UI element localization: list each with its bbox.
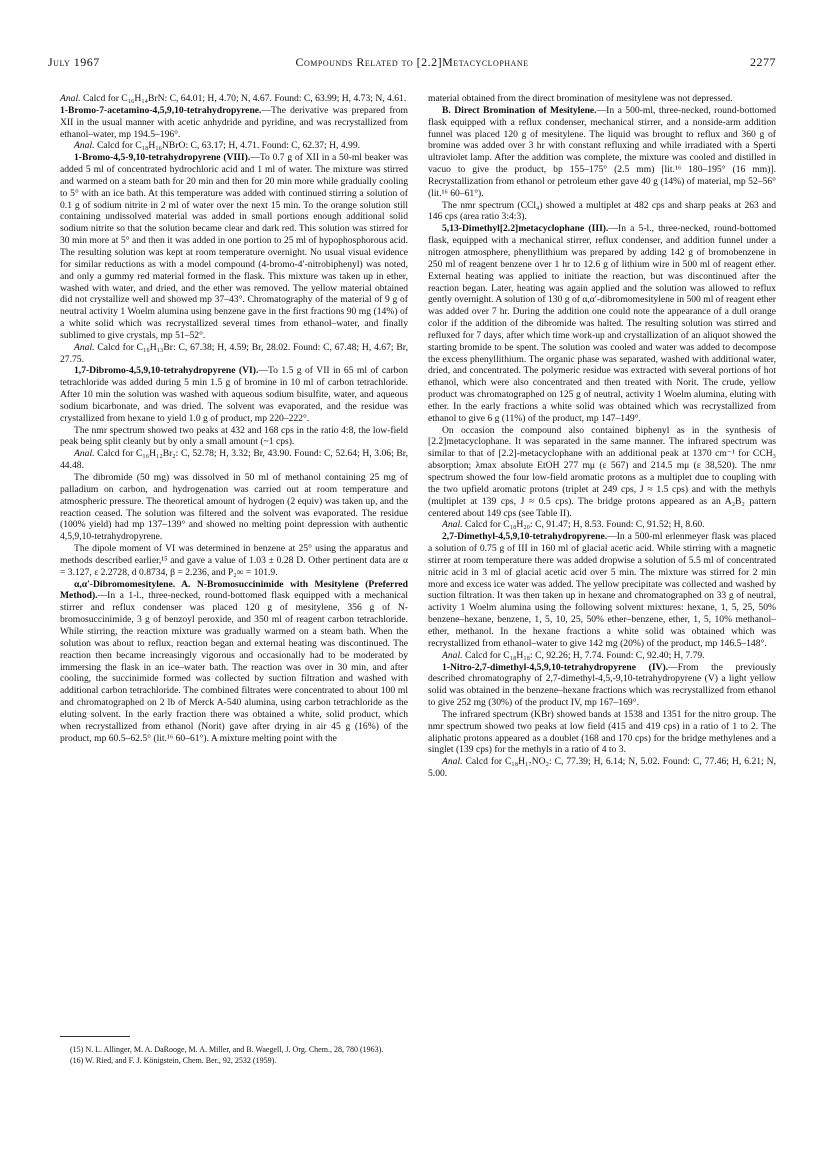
paragraph-text: Calcd for C₁₈H₁₆NBrO: C, 63.17; H, 4.71. Found: C, 62.37; H, 4.99. xyxy=(96,140,361,152)
section-heading: 2,7-Dimethyl-4,5,9,10-tetrahydropyrene. xyxy=(442,531,608,543)
paragraph-text: —In a 5-l., three-necked, round-bottomed flask, equipped with a mechanical stirrer, reflux condenser, and addition funnel under a nitrogen atmosphere, phenyllithium was prepared by adding 142 g of bromobenzene in 250 ml of reagent benzene over 1 hr to 12.6 g of lithium wire in 500 ml of reagent ether. External heating was applied to initiate the reaction, but was discontinued after the reaction began. Later, heating was again applied and the solution was allowed to reflux gently overnight. A solution of 130 g of α,α′-dibromomesitylene in 500 ml of reagent ether was added over 7 hr. During the addition one could note the appearance of a dull orange color if the addition of the dibromide was halted. The resulting solution was stirred and refluxed for 7 days, after which time work-up and crystallization of an aliquot showed the starting bromide to be spent. The solution was cooled and water was added to decompose the excess phenyllithium. The organic phase was separated, washed with additional water, dried, and concentrated. The polymeric residue was extracted with several portions of hot ethanol, which were also concentrated and then treated with Norit. The crude, yellow product was chromatographed on 125 g of neutral, activity 1 Woelm alumina, eluting with ether. In the early fractions a white solid was obtained which was recrystallized from ethanol to give 6 g (11%) of the product, mp 147–149°. xyxy=(428,223,776,424)
analysis-label: Anal. xyxy=(74,140,95,152)
paragraph-text: —In a 500-ml erlenmeyer flask was placed a solution of 0.75 g of III in 160 ml of glacial acetic acid. While stirring with a magnetic stirrer at room temperature there was added dropwise a solution of 5.5 ml of concentrated nitric acid in 3 ml of glacial acetic acid over 5 min. The mixture was stirred for 2 min more and excess ice water was added. The yellow precipitate was collected and washed by suction filtration. It was then taken up in hexane and chromatographed on 33 g of neutral, activity 1 Woelm alumina using the following solvent mixtures: hexane, 1, 5, 25, 50% benzene–hexane, benzene, 1, 5, 10, 25, 50% ether–benzene, ether, 1, 5, 10% methanol–ether, methanol. In the hexane fractions a white solid was obtained which was recrystallized from ethanol–water to give 142 mg (20%) of the product, mp 146.5–148°. xyxy=(428,531,776,649)
left-column xyxy=(60,93,408,744)
section-heading: 1-Bromo-4,5-9,10-tetrahydropyrene (VIII). xyxy=(74,152,251,164)
paragraph xyxy=(60,140,408,152)
paragraph xyxy=(428,223,776,424)
paragraph-text: On occasion the compound also contained biphenyl as in the synthesis of [2.2]metacyclophane. It was separated in the same manner. The infrared spectrum was similar to that of [2.2]-metacyclophane with an additional peak at 1370 cm⁻¹ for CCH₃ absorption; λmax absolute EtOH 277 mμ (ε 567) and 214.5 mμ (ε 38,520). The nmr spectrum showed the four low-field aromatic protons as a multiplet due to coupling with the two upfield aromatic protons (triplet at 249 cps, J ≈ 1.5 cps) and with the methyls (multiplet at 139 cps, J ≈ 0.5 cps). The bridge protons appeared as an A₂B₂ pattern centered about 149 cps (see Table II). xyxy=(428,424,776,519)
paragraph-text: —To 0.7 g of XII in a 50-ml beaker was added 5 ml of concentrated hydrochloric acid and 1 ml of water. The mixture was stirred and warmed on a steam bath for 20 min and then for 20 min more while gradually cooling to 5° with an ice bath. At this temperature was added with continued stirring a solution of 0.1 g of sodium nitrite in 2 ml of water over the next 15 min. To the orange solution still containing undissolved material was added in small portions enough additional solid sodium nitrite so that the solution became clear and dark red. This solution was stirred for 30 min more at 5° and then it was added in one portion to 25 ml of hypophosphorous acid. The resulting solution was kept at room temperature overnight. No usual visual evidence for similar reductions as with a model compound (4-bromo-4′-nitrobiphenyl) was noted, and only a gummy red material formed in the flask. This mixture was taken up in ether, washed with water, and dried, and the ether was removed. The yellow material obtained did not crystallize well and showed mp 37–43°. Chromatography of the material of 9 g of neutral activity 1 Woelm alumina using benzene gave in the first fractions 90 mg (14%) of a white solid which was recrystallized several times from ethanol–water, and finally sublimed to give crystals, mp 51–52°. xyxy=(60,152,408,341)
paragraph-text: Calcd for C₁₈H₁₇NO₂: C, 77.39; H, 6.14; N, 5.02. Found: C, 77.46; H, 6.21; N, 5.00. xyxy=(428,756,776,780)
page-number: 2277 xyxy=(750,55,776,69)
paragraph-text: —In a 1-l., three-necked, round-bottomed flask equipped with a mechanical stirrer and reflux condenser was placed 120 g of mesitylene, 356 g of N-bromosuccinimide, 3 g of benzoyl peroxide, and 350 ml of reagent carbon tetrachloride. While stirring, the reaction mixture was gradually warmed on a steam bath. When the solution was about to reflux, reaction began and external heating was discontinued. The reaction then became increasingly vigorous and occasionally had to be moderated by immersing the flask in an ice–water bath. The reaction was over in 30 min, and after cooling, the succinimide formed was collected by suction filtration and washed with additional carbon tetrachloride. The combined filtrates were concentrated to about 100 ml and chromatographed on 2 lb of Merck A-540 alumina, using carbon tetrachloride as the eluting solvent. In the early fraction there was obtained a white, solid product, which when recrystallized from ethanol (Norit) gave after drying in air 45 g (16%) of the product, mp 60.5–62.5° (lit.¹⁶ 60–61°). A mixture melting point with the xyxy=(60,590,408,744)
analysis-label: Anal. xyxy=(442,649,463,661)
paragraph xyxy=(428,709,776,756)
footnote-rule xyxy=(60,1036,130,1037)
paragraph xyxy=(60,579,408,745)
paragraph-text: Calcd for C₁₆H₁₂Br₂: C, 52.78; H, 3.32; Br, 43.90. Found: C, 52.64; H, 3.06; Br, 44.48. xyxy=(60,448,408,472)
paragraph xyxy=(60,425,408,449)
paragraph xyxy=(428,756,776,780)
header-date: July 1967 xyxy=(48,55,100,69)
analysis-label: Anal. xyxy=(74,341,95,353)
paragraph xyxy=(428,519,776,531)
paragraph xyxy=(60,448,408,472)
paragraph-text: —In a 500-ml, three-necked, round-bottomed flask equipped with a reflux condenser, mechanical stirrer, and a nonside-arm addition funnel was placed 120 g of mesitylene. The liquid was brought to reflux and 360 g of bromine was added over 3 hr with constant refluxing and while irradiated with a Sperti ultraviolet lamp. After the addition was complete, the mixture was cooled and distilled in vacuo to give the product, bp 155–175° (2.5 mm) [lit.¹⁶ 180–195° (16 mm)]. Recrystallization from ethanol or petroleum ether gave 40 g (14%) of material, mp 52–56° (lit.¹⁶ 60–61°). xyxy=(428,104,776,199)
paragraph xyxy=(60,543,408,579)
analysis-label: Anal. xyxy=(60,93,81,104)
paragraph-text: —The derivative was prepared from XII in the usual manner with acetic anhydride and pyridine, and was recrystallized from ethanol–water, mp 194.5–196°. xyxy=(60,104,408,140)
paragraph xyxy=(428,105,776,200)
header-title: Compounds Related to [2.2]Metacyclophane xyxy=(295,55,529,69)
analysis-label: Anal. xyxy=(442,519,463,531)
paragraph xyxy=(60,93,408,105)
paragraph-text: Calcd for C₁₆H₁₄BrN: C, 64.01; H, 4.70; N, 4.67. Found: C, 63.99; H, 4.73; N, 4.61. xyxy=(82,93,407,104)
paragraph xyxy=(428,650,776,662)
paragraph-text: —To 1.5 g of VII in 65 ml of carbon tetrachloride was added during 5 min 1.5 g of bromine in 10 ml of carbon tetrachloride. After 10 min the solution was washed with aqueous sodium bisulfite, water, and aqueous sodium bicarbonate, and was dried. The solvent was evaporated, and the residue was crystallized from hexane to yield 1.0 g of product, mp 220–222°. xyxy=(60,365,408,424)
paragraph-text: The nmr spectrum (CCl₄) showed a multiplet at 482 cps and sharp peaks at 263 and 146 cps (area ratio 3:4:3). xyxy=(428,199,776,223)
paragraph-text: The infrared spectrum (KBr) showed bands at 1538 and 1351 for the nitro group. The nmr spectrum showed two peaks at low field (415 and 419 cps) in a ratio of 1 to 2. The aliphatic protons appeared as a doublet (168 and 170 cps) for the bridge methylenes and a singlet (139 cps) for the methyls in a ratio of 4 to 3. xyxy=(428,708,776,756)
footnotes xyxy=(60,1045,408,1067)
paragraph-text: The dipole moment of VI was determined in benzene at 25° using the apparatus and methods described earlier,¹⁵ and gave a value of 1.03 ± 0.28 D. Other pertinent data are α = 3.127, ε 2.2728, d 0.8734, β = 2.236, and P₂∞ = 101.9. xyxy=(60,543,408,578)
paragraph xyxy=(428,200,776,224)
paragraph-text: Calcd for C₁₆H₁₃Br: C, 67.38; H, 4.59; Br, 28.02. Found: C, 67.48; H, 4.67; Br, 27.75. xyxy=(60,341,408,365)
paragraph-text: Calcd for C₁₈H₁₈: C, 92.26; H, 7.74. Found: C, 92.40; H, 7.79. xyxy=(464,649,705,661)
paragraph xyxy=(428,93,776,105)
right-column xyxy=(428,93,776,780)
paragraph-text: Calcd for C₁₈H₂₀: C, 91.47; H, 8.53. Found: C, 91.52; H, 8.60. xyxy=(464,519,705,531)
paragraph xyxy=(60,365,408,424)
section-heading: 1-Bromo-7-acetamino-4,5,9,10-tetrahydropyrene. xyxy=(60,104,262,116)
paragraph-text: —From the previously described chromatography of 2,7-dimethyl-4,5,-9,10-tetrahydropyrene (V) a light yellow solid was obtained in the benzene–hexane fractions which was recrystallized from ethanol to give 252 mg (30%) of the product IV, mp 167–169°. xyxy=(428,661,777,709)
paragraph xyxy=(60,472,408,543)
paragraph xyxy=(428,662,776,709)
running-header xyxy=(48,55,776,71)
section-heading: 1,7-Dibromo-4,5,9,10-tetrahydropyrene (VI). xyxy=(74,365,259,377)
footnote-16: (16) W. Ried, and F. J. Königstein, Chem. Ber., 92, 2532 (1959). xyxy=(70,1056,277,1065)
paragraph xyxy=(60,342,408,366)
analysis-label: Anal. xyxy=(442,756,463,768)
paragraph xyxy=(428,425,776,520)
paragraph-text: The nmr spectrum showed two peaks at 432 and 168 cps in the ratio 4:8, the low-field peak being split cleanly but by only a small amount (~1 cps). xyxy=(60,424,408,448)
paragraph-text: The dibromide (50 mg) was dissolved in 50 ml of methanol containing 25 mg of palladium on carbon, and hydrogenation was carried out at room temperature and atmospheric pressure. The theoretical amount of hydrogen (2 equiv) was taken up, and the reaction ceased. The solution was filtered and the solvent was evaporated. The residue (100% yield) had mp 137–139° and showed no melting point depression with authentic 4,5,9,10-tetrahydropyrene. xyxy=(60,472,408,543)
section-heading: α,α′-Dibromomesitylene. A. N-Bromosuccinimide with Mesitylene (Preferred Method). xyxy=(60,578,408,602)
section-heading: B. Direct Bromination of Mesitylene. xyxy=(442,104,597,116)
section-heading: 5,13-Dimethyl[2.2]metacyclophane (III). xyxy=(442,223,609,235)
paragraph xyxy=(60,152,408,342)
paragraph-text: material obtained from the direct bromination of mesitylene was not depressed. xyxy=(428,93,733,104)
section-heading: 1-Nitro-2,7-dimethyl-4,5,9,10-tetrahydropyrene (IV). xyxy=(442,661,669,673)
paragraph xyxy=(428,531,776,649)
footnote-15: (15) N. L. Allinger, M. A. DaRooge, M. A. Miller, and B. Waegell, J. Org. Chem., 28, 780 (1963). xyxy=(70,1045,384,1054)
analysis-label: Anal. xyxy=(74,448,95,460)
paragraph xyxy=(60,105,408,141)
